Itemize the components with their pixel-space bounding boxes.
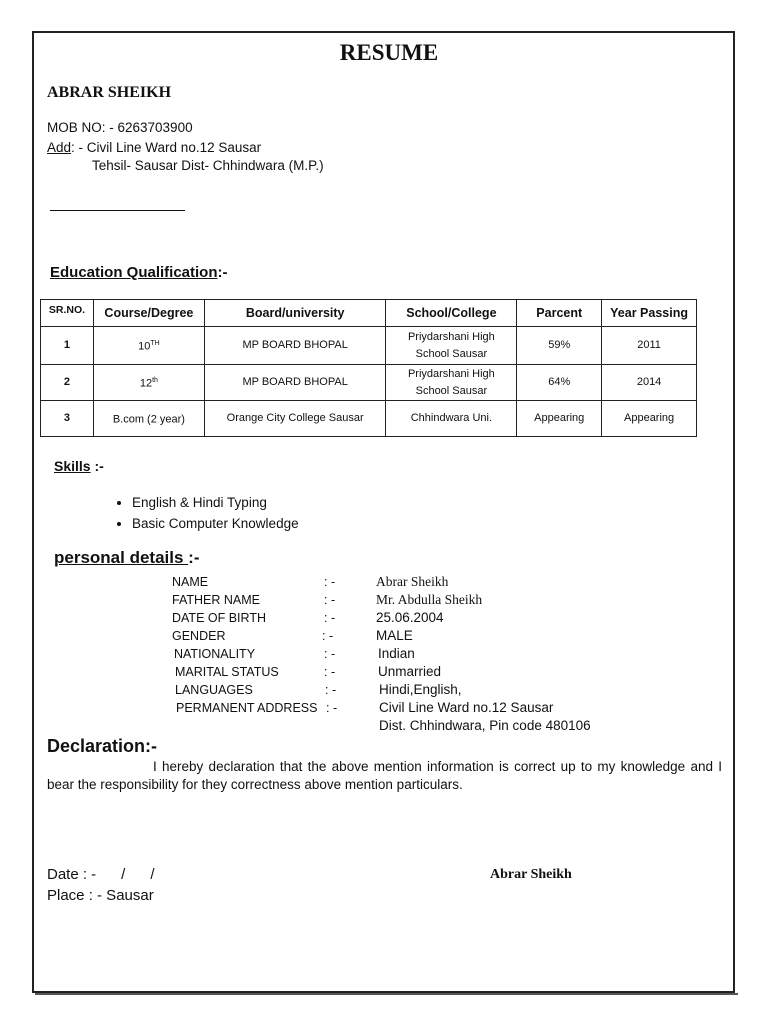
field-label: DATE OF BIRTH — [172, 611, 266, 625]
resume-title: RESUME — [339, 40, 439, 65]
education-heading-text: Education Qualification — [50, 264, 218, 281]
field-value: Indian — [378, 646, 415, 661]
field-separator: : - — [324, 647, 336, 661]
divider-line — [50, 210, 185, 211]
cell-school: Priydarshani High School Sausar — [386, 365, 517, 401]
field-value: 25.06.2004 — [376, 610, 444, 625]
table-header-row — [41, 300, 697, 327]
cell-board: Orange City College Sausar — [204, 401, 386, 437]
field-label: GENDER — [172, 629, 226, 643]
cell-course: 12th — [93, 365, 204, 401]
field-label: PERMANENT ADDRESS — [176, 701, 318, 715]
education-table — [40, 299, 697, 437]
header-board: Board/university — [204, 300, 386, 327]
field-label: NATIONALITY — [174, 647, 256, 661]
cell-school: Priydarshani High School Sausar — [386, 327, 517, 365]
field-separator: : - — [324, 575, 336, 589]
cell-board: MP BOARD BHOPAL — [204, 327, 386, 365]
signature-name: Abrar Sheikh — [490, 867, 572, 882]
field-value: Hindi,English, — [379, 682, 462, 697]
header-course: Course/Degree — [93, 300, 204, 327]
list-item: • English & Hindi Typing — [132, 492, 299, 513]
page-border-shadow — [35, 993, 738, 995]
field-value: MALE — [376, 628, 413, 643]
applicant-name: ABRAR SHEIKH — [47, 84, 172, 101]
declaration-text: I hereby declaration that the above mention information is correct up to my knowledge and I bear the responsibility for they correctness above mention particulars. — [47, 759, 722, 792]
cell-sr: 1 — [41, 327, 94, 365]
table-row — [41, 401, 697, 437]
declaration-heading: Declaration:- — [47, 736, 158, 756]
skills-heading: Skills :- — [54, 458, 104, 474]
mobile-number: MOB NO: - 6263703900 — [47, 120, 193, 135]
header-percent: Parcent — [517, 300, 602, 327]
field-value: Abrar Sheikh — [376, 574, 449, 589]
cell-year: 2014 — [602, 365, 697, 401]
address-label: Add — [47, 140, 72, 155]
table-row — [41, 327, 697, 365]
cell-percent: Appearing — [517, 401, 602, 437]
header-sr-no: SR.NO. — [41, 300, 94, 327]
field-separator: : - — [324, 665, 336, 679]
field-label: LANGUAGES — [175, 683, 253, 697]
field-label: NAME — [172, 575, 209, 589]
skills-heading-text: Skills — [54, 458, 91, 474]
date-line: Date : - / / — [47, 866, 155, 883]
cell-year: 2011 — [602, 327, 697, 365]
field-separator: : - — [324, 611, 336, 625]
field-value: Unmarried — [378, 664, 442, 679]
cell-percent: 59% — [517, 327, 602, 365]
address-line-2: Tehsil- Sausar Dist- Chhindwara (M.P.) — [92, 158, 324, 173]
list-item: • Basic Computer Knowledge — [132, 513, 299, 534]
cell-school: Chhindwara Uni. — [386, 401, 517, 437]
cell-board: MP BOARD BHOPAL — [204, 365, 386, 401]
field-separator: : - — [324, 593, 336, 607]
cell-sr: 3 — [41, 401, 94, 437]
field-value: Mr. Abdulla Sheikh — [376, 592, 483, 607]
address-line-1 — [47, 140, 261, 155]
education-heading: Education Qualification:- — [50, 264, 228, 281]
field-label: MARITAL STATUS — [175, 665, 279, 679]
place-line: Place : - Sausar — [47, 887, 154, 904]
header-year: Year Passing — [602, 300, 697, 327]
field-label: FATHER NAME — [172, 593, 260, 607]
cell-course: B.com (2 year) — [93, 401, 204, 437]
field-separator: : - — [326, 701, 338, 715]
cell-percent: 64% — [517, 365, 602, 401]
field-separator: : - — [325, 683, 337, 697]
field-separator: : - — [322, 629, 334, 643]
skills-list — [100, 492, 299, 534]
cell-sr: 2 — [41, 365, 94, 401]
cell-year: Appearing — [602, 401, 697, 437]
personal-details-heading: personal details :- — [54, 548, 200, 567]
header-school: School/College — [386, 300, 517, 327]
cell-course: 10TH — [93, 327, 204, 365]
table-row — [41, 365, 697, 401]
address-line-1-text: : - Civil Line Ward no.12 Sausar — [71, 140, 262, 155]
address-continuation: Dist. Chhindwara, Pin code 480106 — [379, 718, 591, 733]
field-value: Civil Line Ward no.12 Sausar — [379, 700, 554, 715]
